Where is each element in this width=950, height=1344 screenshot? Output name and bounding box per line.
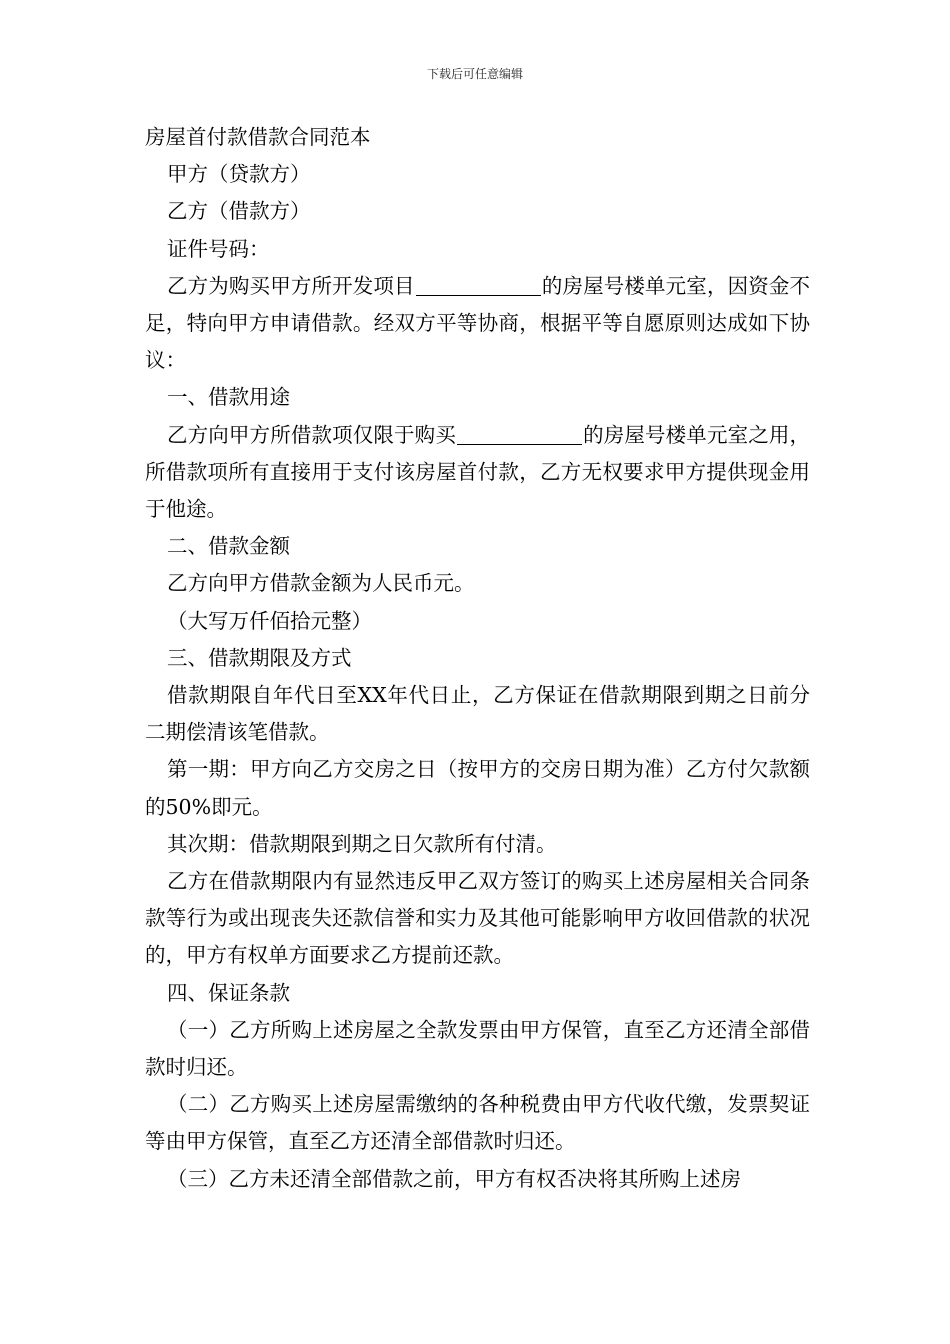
section-2-paragraph-1: 乙方向甲方借款金额为人民币元。 [167, 571, 475, 596]
id-number-label: 证件号码： [167, 236, 270, 261]
section-3-title: 三、借款期限及方式 [167, 645, 352, 670]
section-3-paragraph-1: 借款期限自年代日至XX年代日止，乙方保证在借款期限到期之日前分二期偿清该笔借款。 [145, 683, 810, 745]
intro-paragraph [145, 268, 810, 380]
section-4-paragraph-1: （一）乙方所购上述房屋之全款发票由甲方保管，直至乙方还清全部借款时归还。 [145, 1017, 810, 1080]
intro-text-1: 乙方为购买甲方所开发项目 [167, 273, 415, 298]
page-header: 下载后可任意编辑 [426, 67, 523, 81]
project-name-blank [416, 275, 541, 296]
section-3-paragraph-4: 乙方在借款期限内有显然违反甲乙双方签订的购买上述房屋相关合同条款等行为或出现丧失还款信誉和实力及其他可能影响甲方收回借款的状况的，甲方有权单方面要求乙方提前还款。 [145, 869, 810, 968]
section-3-paragraph-3: 其次期：借款期限到期之日欠款所有付清。 [167, 831, 557, 856]
section-1-title: 一、借款用途 [167, 385, 290, 410]
document-body [145, 119, 810, 1198]
section-4-paragraph-2: （二）乙方购买上述房屋需缴纳的各种税费由甲方代收代缴，发票契证等由甲方保管，直至乙方还清全部借款时归还。 [145, 1092, 810, 1154]
section-2-title: 二、借款金额 [167, 534, 290, 559]
party-b: 乙方（借款方） [167, 199, 311, 224]
section-4-paragraph-3: （三）乙方未还清全部借款之前，甲方有权否决将其所购上述房 [167, 1166, 741, 1191]
section-4-title: 四、保证条款 [167, 980, 290, 1005]
section-3-paragraph-2: 第一期：甲方向乙方交房之日（按甲方的交房日期为准）乙方付欠款额的50%即元。 [145, 757, 810, 819]
intro-text-2: 的房屋号楼单元室，因资金不足，特向甲方申请借款。经双方平等协商，根据平等自愿原则达成如下协议： [145, 273, 811, 373]
document-title: 房屋首付款借款合同范本 [145, 125, 371, 149]
sec1-text-1: 乙方向甲方所借款项仅限于购买 [167, 422, 456, 447]
party-a: 甲方（贷款方） [167, 162, 311, 187]
section-1-paragraph [145, 417, 810, 529]
sec1-text-2: 的房屋号楼单元室之用，所借款项所有直接用于支付该房屋首付款，乙方无权要求甲方提供现金用于他途。 [145, 422, 811, 522]
purchase-project-blank [457, 424, 582, 445]
section-2-paragraph-2: （大写万仟佰拾元整） [167, 608, 372, 633]
